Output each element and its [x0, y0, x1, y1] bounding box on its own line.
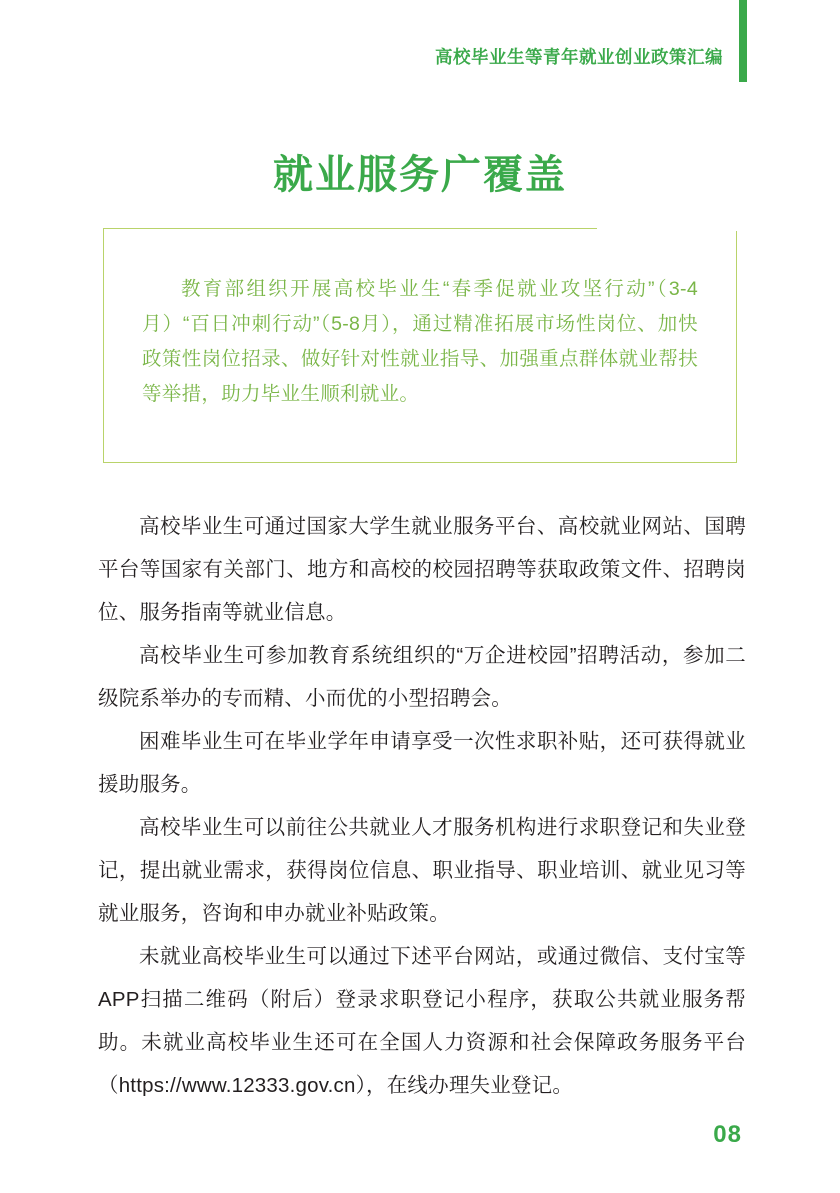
page-number: 08	[713, 1121, 742, 1148]
body-paragraph: 高校毕业生可以前往公共就业人才服务机构进行求职登记和失业登记，提出就业需求，获得岗位信息、职业指导、职业培训、就业见习等就业服务，咨询和申办就业补贴政策。	[98, 816, 746, 925]
body-content	[98, 505, 746, 1107]
page-header	[0, 0, 840, 92]
header-title: 高校毕业生等青年就业创业政策汇编	[435, 47, 723, 67]
callout-notch	[597, 227, 737, 231]
page-title: 就业服务广覆盖	[273, 153, 567, 197]
body-paragraph: 高校毕业生可通过国家大学生就业服务平台、高校就业网站、国聘平台等国家有关部门、地方和高校的校园招聘等获取政策文件、招聘岗位、服务指南等就业信息。	[98, 515, 746, 624]
body-paragraph: 高校毕业生可参加教育系统组织的“万企进校园”招聘活动，参加二级院系举办的专而精、小而优的小型招聘会。	[98, 644, 746, 710]
callout-text: 教育部组织开展高校毕业生“春季促就业攻坚行动”（3-4月）“百日冲刺行动”（5-8月），通过精准拓展市场性岗位、加快政策性岗位招录、做好针对性就业指导、加强重点群体就业帮扶等举措，助力毕业生顺利就业。	[142, 278, 698, 405]
body-paragraph: 未就业高校毕业生可以通过下述平台网站，或通过微信、支付宝等APP扫描二维码（附后）登录求职登记小程序，获取公共就业服务帮助。未就业高校毕业生还可在全国人力资源和社会保障政务服务平台（https://www.12333.gov.cn），在线办理失业登记。	[98, 945, 746, 1097]
highlight-callout-box	[103, 228, 737, 463]
header-accent-bar	[739, 0, 747, 82]
body-paragraph: 困难毕业生可在毕业学年申请享受一次性求职补贴，还可获得就业援助服务。	[98, 730, 746, 796]
